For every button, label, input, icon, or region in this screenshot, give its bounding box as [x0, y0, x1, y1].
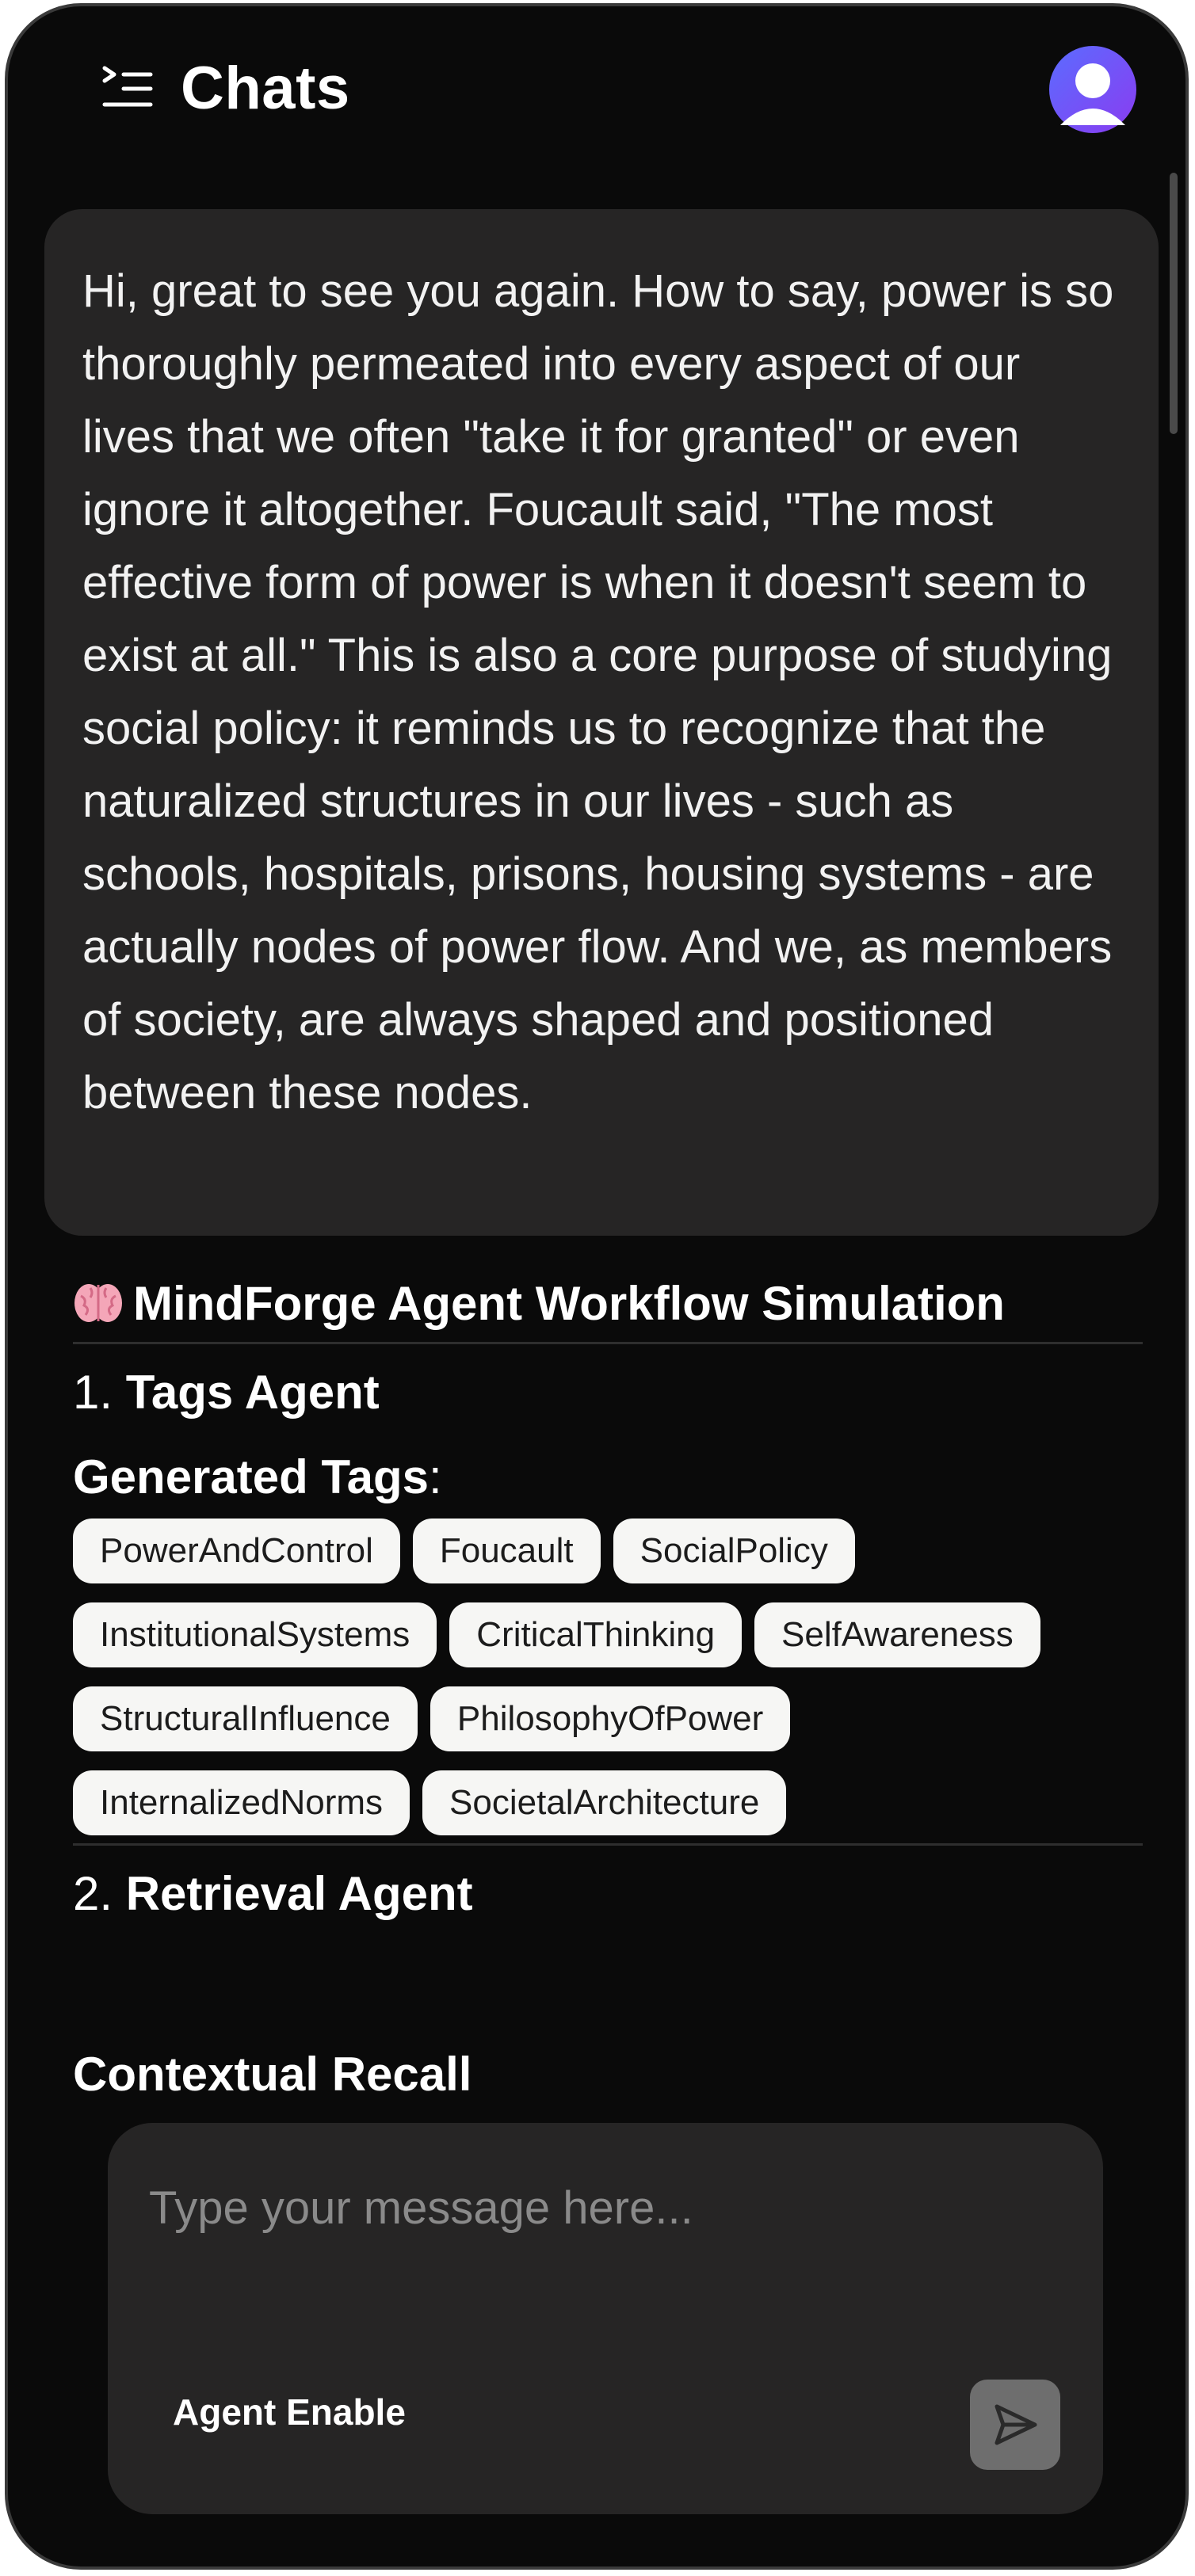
- tags-label-colon: :: [429, 1450, 442, 1503]
- tag-chip[interactable]: SelfAwareness: [754, 1602, 1040, 1667]
- clipped-subheading-text: Contextual Recall: [73, 2048, 472, 2101]
- agent-enable-toggle[interactable]: Agent Enable: [173, 2391, 406, 2433]
- tag-chip[interactable]: PhilosophyOfPower: [430, 1686, 790, 1751]
- scrollbar[interactable]: [1170, 173, 1178, 434]
- tag-chip[interactable]: InternalizedNorms: [73, 1770, 410, 1835]
- step-name: Tags Agent: [125, 1366, 380, 1419]
- step-number: 2.: [73, 1867, 113, 1920]
- user-avatar-icon[interactable]: [1049, 46, 1136, 133]
- sidebar-expand-icon[interactable]: [101, 63, 154, 111]
- assistant-message: [44, 209, 1159, 1236]
- tag-list: [73, 1519, 1103, 1843]
- tag-chip[interactable]: PowerAndControl: [73, 1519, 400, 1583]
- generated-tags-label: [73, 1439, 1143, 1519]
- message-input[interactable]: [149, 2164, 1060, 2251]
- avatar-silhouette: [1049, 46, 1136, 133]
- phone-frame: [5, 3, 1189, 2570]
- step-retrieval-agent: [73, 1846, 1143, 1941]
- tag-chip[interactable]: StructuralInfluence: [73, 1686, 418, 1751]
- brain-icon: [73, 1272, 124, 1318]
- send-button[interactable]: [970, 2380, 1060, 2470]
- tag-chip[interactable]: SocialPolicy: [613, 1519, 855, 1583]
- tag-chip[interactable]: SocietalArchitecture: [422, 1770, 786, 1835]
- send-icon: [991, 2400, 1040, 2449]
- sidebar-expand-icon-graphic: [101, 63, 154, 111]
- workflow-heading-text: MindForge Agent Workflow Simulation: [133, 1277, 1005, 1330]
- step-name: Retrieval Agent: [125, 1867, 473, 1920]
- message-text: Hi, great to see you again. How to say, power is so thoroughly permeated into every aspect of our lives that we often "take it for granted" or even ignore it altogether. Foucault said, "The most effective form of power is when it doesn't seem to exist at all." This is also a core purpose of studying social policy: it reminds us to recognize that the naturalized structures in our lives - such as schools, hospitals, prisons, housing systems - are actually nodes of power flow. And we, as members of society, are always shaped and positioned between these nodes.: [82, 265, 1114, 1118]
- step-number: 1.: [73, 1366, 113, 1419]
- agent-workflow-panel: [73, 1266, 1143, 1941]
- page-title: Chats: [181, 55, 350, 122]
- app-header: [8, 6, 1185, 173]
- step-tags-agent: [73, 1344, 1143, 1439]
- message-composer: [108, 2123, 1103, 2514]
- clipped-subheading: [73, 2042, 1143, 2101]
- tag-chip[interactable]: Foucault: [413, 1519, 601, 1583]
- tag-chip[interactable]: InstitutionalSystems: [73, 1602, 437, 1667]
- tag-chip[interactable]: CriticalThinking: [449, 1602, 742, 1667]
- tags-label-text: Generated Tags: [73, 1450, 430, 1503]
- workflow-heading: [73, 1266, 1143, 1342]
